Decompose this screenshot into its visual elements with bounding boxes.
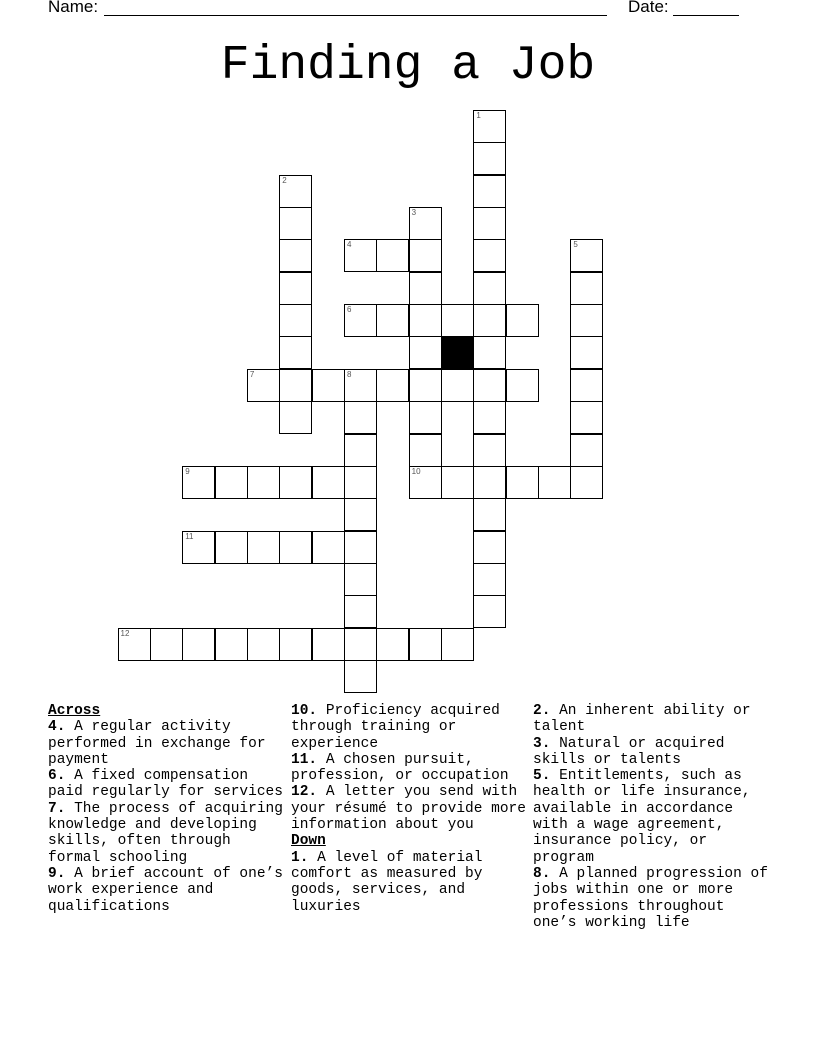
crossword-cell[interactable] <box>312 531 345 564</box>
name-field-line[interactable] <box>104 0 607 16</box>
crossword-cell[interactable] <box>409 466 442 499</box>
crossword-cell[interactable] <box>279 304 312 337</box>
clue-across-7 <box>48 801 283 866</box>
crossword-cell[interactable] <box>215 531 248 564</box>
crossword-cell[interactable] <box>247 466 280 499</box>
crossword-cell[interactable] <box>409 336 442 369</box>
clue-number: 10. <box>291 703 318 719</box>
crossword-cell[interactable] <box>279 628 312 661</box>
crossword-cell[interactable] <box>409 304 442 337</box>
clue-number-label: 2 <box>282 175 287 185</box>
clues-column-2 <box>291 703 526 915</box>
crossword-cell[interactable] <box>409 239 442 272</box>
crossword-cell[interactable] <box>409 628 442 661</box>
clues-column-1 <box>48 703 283 915</box>
clue-number: 8. <box>533 865 551 882</box>
clue-text: A letter you send with your résumé to provide more information about you <box>291 784 526 834</box>
down-heading: Down <box>291 833 326 850</box>
clue-number-label: 1 <box>476 111 481 120</box>
crossword-cell[interactable] <box>215 628 248 661</box>
clue-text: Natural or acquired skills or talents <box>533 735 725 768</box>
clue-number: 11. <box>291 751 318 768</box>
clue-down-5 <box>533 768 773 866</box>
crossword-cell[interactable] <box>279 401 312 434</box>
crossword-cell[interactable] <box>473 531 506 564</box>
crossword-cell[interactable] <box>312 628 345 661</box>
clue-number: 9. <box>48 865 66 882</box>
clue-text: A fixed compensation paid regularly for services <box>48 768 283 801</box>
crossword-cell[interactable] <box>473 498 506 531</box>
crossword-cell[interactable] <box>570 336 603 369</box>
clue-text: A regular activity performed in exchange for payment <box>48 719 266 768</box>
crossword-cell[interactable] <box>570 239 603 272</box>
clue-number-label: 4 <box>346 240 352 250</box>
clue-down-2 <box>533 703 773 736</box>
crossword-cell[interactable] <box>473 272 506 305</box>
crossword-cell[interactable] <box>279 175 312 208</box>
clue-number-label: 8 <box>346 369 352 379</box>
clue-number: 12. <box>291 784 318 801</box>
crossword-cell[interactable] <box>344 628 377 661</box>
crossword-cell[interactable] <box>570 369 603 402</box>
crossword-cell[interactable] <box>441 466 474 499</box>
clue-text: A chosen pursuit, profession, or occupation <box>291 751 509 785</box>
clue-text: Proficiency acquired through training or experience <box>291 703 500 752</box>
crossword-cell[interactable] <box>473 239 506 272</box>
clue-text: An inherent ability or talent <box>533 703 751 736</box>
crossword-cell[interactable] <box>538 466 571 499</box>
clue-across-9 <box>48 866 283 915</box>
crossword-cell[interactable] <box>570 466 603 499</box>
clue-text: A planned progression of jobs within one or more professions throughout one’s working life <box>533 865 768 931</box>
clue-number: 2. <box>533 703 551 719</box>
crossword-cell[interactable] <box>182 466 215 499</box>
crossword-cell[interactable] <box>376 369 409 402</box>
clue-down-1 <box>291 850 526 915</box>
clue-across-11 <box>291 752 526 785</box>
clue-number: 3. <box>533 735 551 752</box>
crossword-cell[interactable] <box>473 369 506 402</box>
clue-across-12 <box>291 784 526 833</box>
crossword-cell[interactable] <box>279 466 312 499</box>
clue-number-label: 5 <box>573 240 578 250</box>
date-label: Date: <box>628 0 669 16</box>
clue-text: The process of acquiring knowledge and developing skills, often through formal schooling <box>48 800 283 866</box>
crossword-cell[interactable] <box>409 401 442 434</box>
crossword-cell[interactable] <box>409 207 442 240</box>
crossword-cell[interactable] <box>473 595 506 628</box>
crossword-cell[interactable] <box>215 466 248 499</box>
crossword-cell[interactable] <box>247 531 280 564</box>
crossword-cell[interactable] <box>409 434 442 467</box>
clue-number-label: 6 <box>346 305 352 315</box>
crossword-cell[interactable] <box>376 628 409 661</box>
clue-number-label: 10 <box>411 466 421 476</box>
clue-number: 6. <box>48 768 66 785</box>
crossword-cell[interactable] <box>473 142 506 175</box>
clues-column-3 <box>533 703 773 931</box>
crossword-cell[interactable] <box>344 531 377 564</box>
crossword-cell[interactable] <box>506 304 539 337</box>
clue-number-label: 3 <box>411 208 417 218</box>
crossword-cell[interactable] <box>344 369 377 402</box>
crossword-cell[interactable] <box>441 369 474 402</box>
across-heading: Across <box>48 703 101 719</box>
crossword-cell[interactable] <box>344 466 377 499</box>
crossword-cell[interactable] <box>376 239 409 272</box>
crossword-cell[interactable] <box>570 304 603 337</box>
page-title: Finding a Job <box>220 39 596 93</box>
crossword-cell[interactable] <box>473 175 506 208</box>
clue-number-label: 7 <box>249 369 255 379</box>
crossword-cell[interactable] <box>344 660 377 693</box>
crossword-cell[interactable] <box>182 531 215 564</box>
crossword-cell[interactable] <box>441 628 474 661</box>
crossword-cell[interactable] <box>570 401 603 434</box>
clue-text: A level of material comfort as measured by goods, services, and luxuries <box>291 849 483 915</box>
crossword-cell[interactable] <box>344 563 377 596</box>
crossword-cell[interactable] <box>118 628 151 661</box>
crossword-cell[interactable] <box>344 401 377 434</box>
clue-text: A brief account of one’s work experience and qualifications <box>48 865 283 915</box>
crossword-cell[interactable] <box>570 434 603 467</box>
crossword-cell[interactable] <box>279 531 312 564</box>
crossword-cell[interactable] <box>473 207 506 240</box>
crossword-cell[interactable] <box>247 369 280 402</box>
crossword-cell[interactable] <box>182 628 215 661</box>
crossword-cell[interactable] <box>279 207 312 240</box>
crossword-cell[interactable] <box>279 369 312 402</box>
crossword-cell[interactable] <box>409 272 442 305</box>
crossword-cell[interactable] <box>473 336 506 369</box>
crossword-cell[interactable] <box>441 304 474 337</box>
crossword-cell[interactable] <box>473 110 506 143</box>
clue-text: Entitlements, such as health or life insurance, available in accordance with a wage agreement, insurance policy, or program <box>533 768 751 866</box>
crossword-cell[interactable] <box>279 336 312 369</box>
clue-across-10 <box>291 703 526 752</box>
crossword-cell[interactable] <box>344 304 377 337</box>
crossword-cell[interactable] <box>506 369 539 402</box>
crossword-cell[interactable] <box>473 563 506 596</box>
clue-down-3 <box>533 736 773 769</box>
blocked-cell <box>441 336 474 369</box>
header <box>48 0 748 17</box>
clue-number-label: 12 <box>120 628 130 638</box>
crossword-cell[interactable] <box>473 434 506 467</box>
crossword-cell[interactable] <box>150 628 183 661</box>
crossword-cell[interactable] <box>344 434 377 467</box>
crossword-cell[interactable] <box>279 239 312 272</box>
crossword-cell[interactable] <box>344 498 377 531</box>
clue-across-6 <box>48 768 283 801</box>
clue-number: 4. <box>48 719 66 736</box>
crossword-cell[interactable] <box>506 466 539 499</box>
crossword-cell[interactable] <box>570 272 603 305</box>
date-field-line[interactable] <box>673 0 739 16</box>
clue-number-label: 9 <box>185 466 190 476</box>
clue-across-4 <box>48 719 283 768</box>
clue-number: 1. <box>291 849 309 866</box>
crossword-cell[interactable] <box>344 595 377 628</box>
clue-number-label: 11 <box>185 531 194 541</box>
crossword-cell[interactable] <box>312 369 345 402</box>
name-label: Name: <box>48 0 99 16</box>
clue-number: 7. <box>48 800 66 817</box>
crossword-cell[interactable] <box>376 304 409 337</box>
crossword-cell[interactable] <box>312 466 345 499</box>
crossword-cell[interactable] <box>473 466 506 499</box>
crossword-cell[interactable] <box>344 239 377 272</box>
crossword-cell[interactable] <box>409 369 442 402</box>
clue-number: 5. <box>533 768 551 785</box>
crossword-cell[interactable] <box>473 401 506 434</box>
crossword-cell[interactable] <box>247 628 280 661</box>
crossword-cell[interactable] <box>279 272 312 305</box>
crossword-cell[interactable] <box>473 304 506 337</box>
clue-down-8 <box>533 866 773 931</box>
